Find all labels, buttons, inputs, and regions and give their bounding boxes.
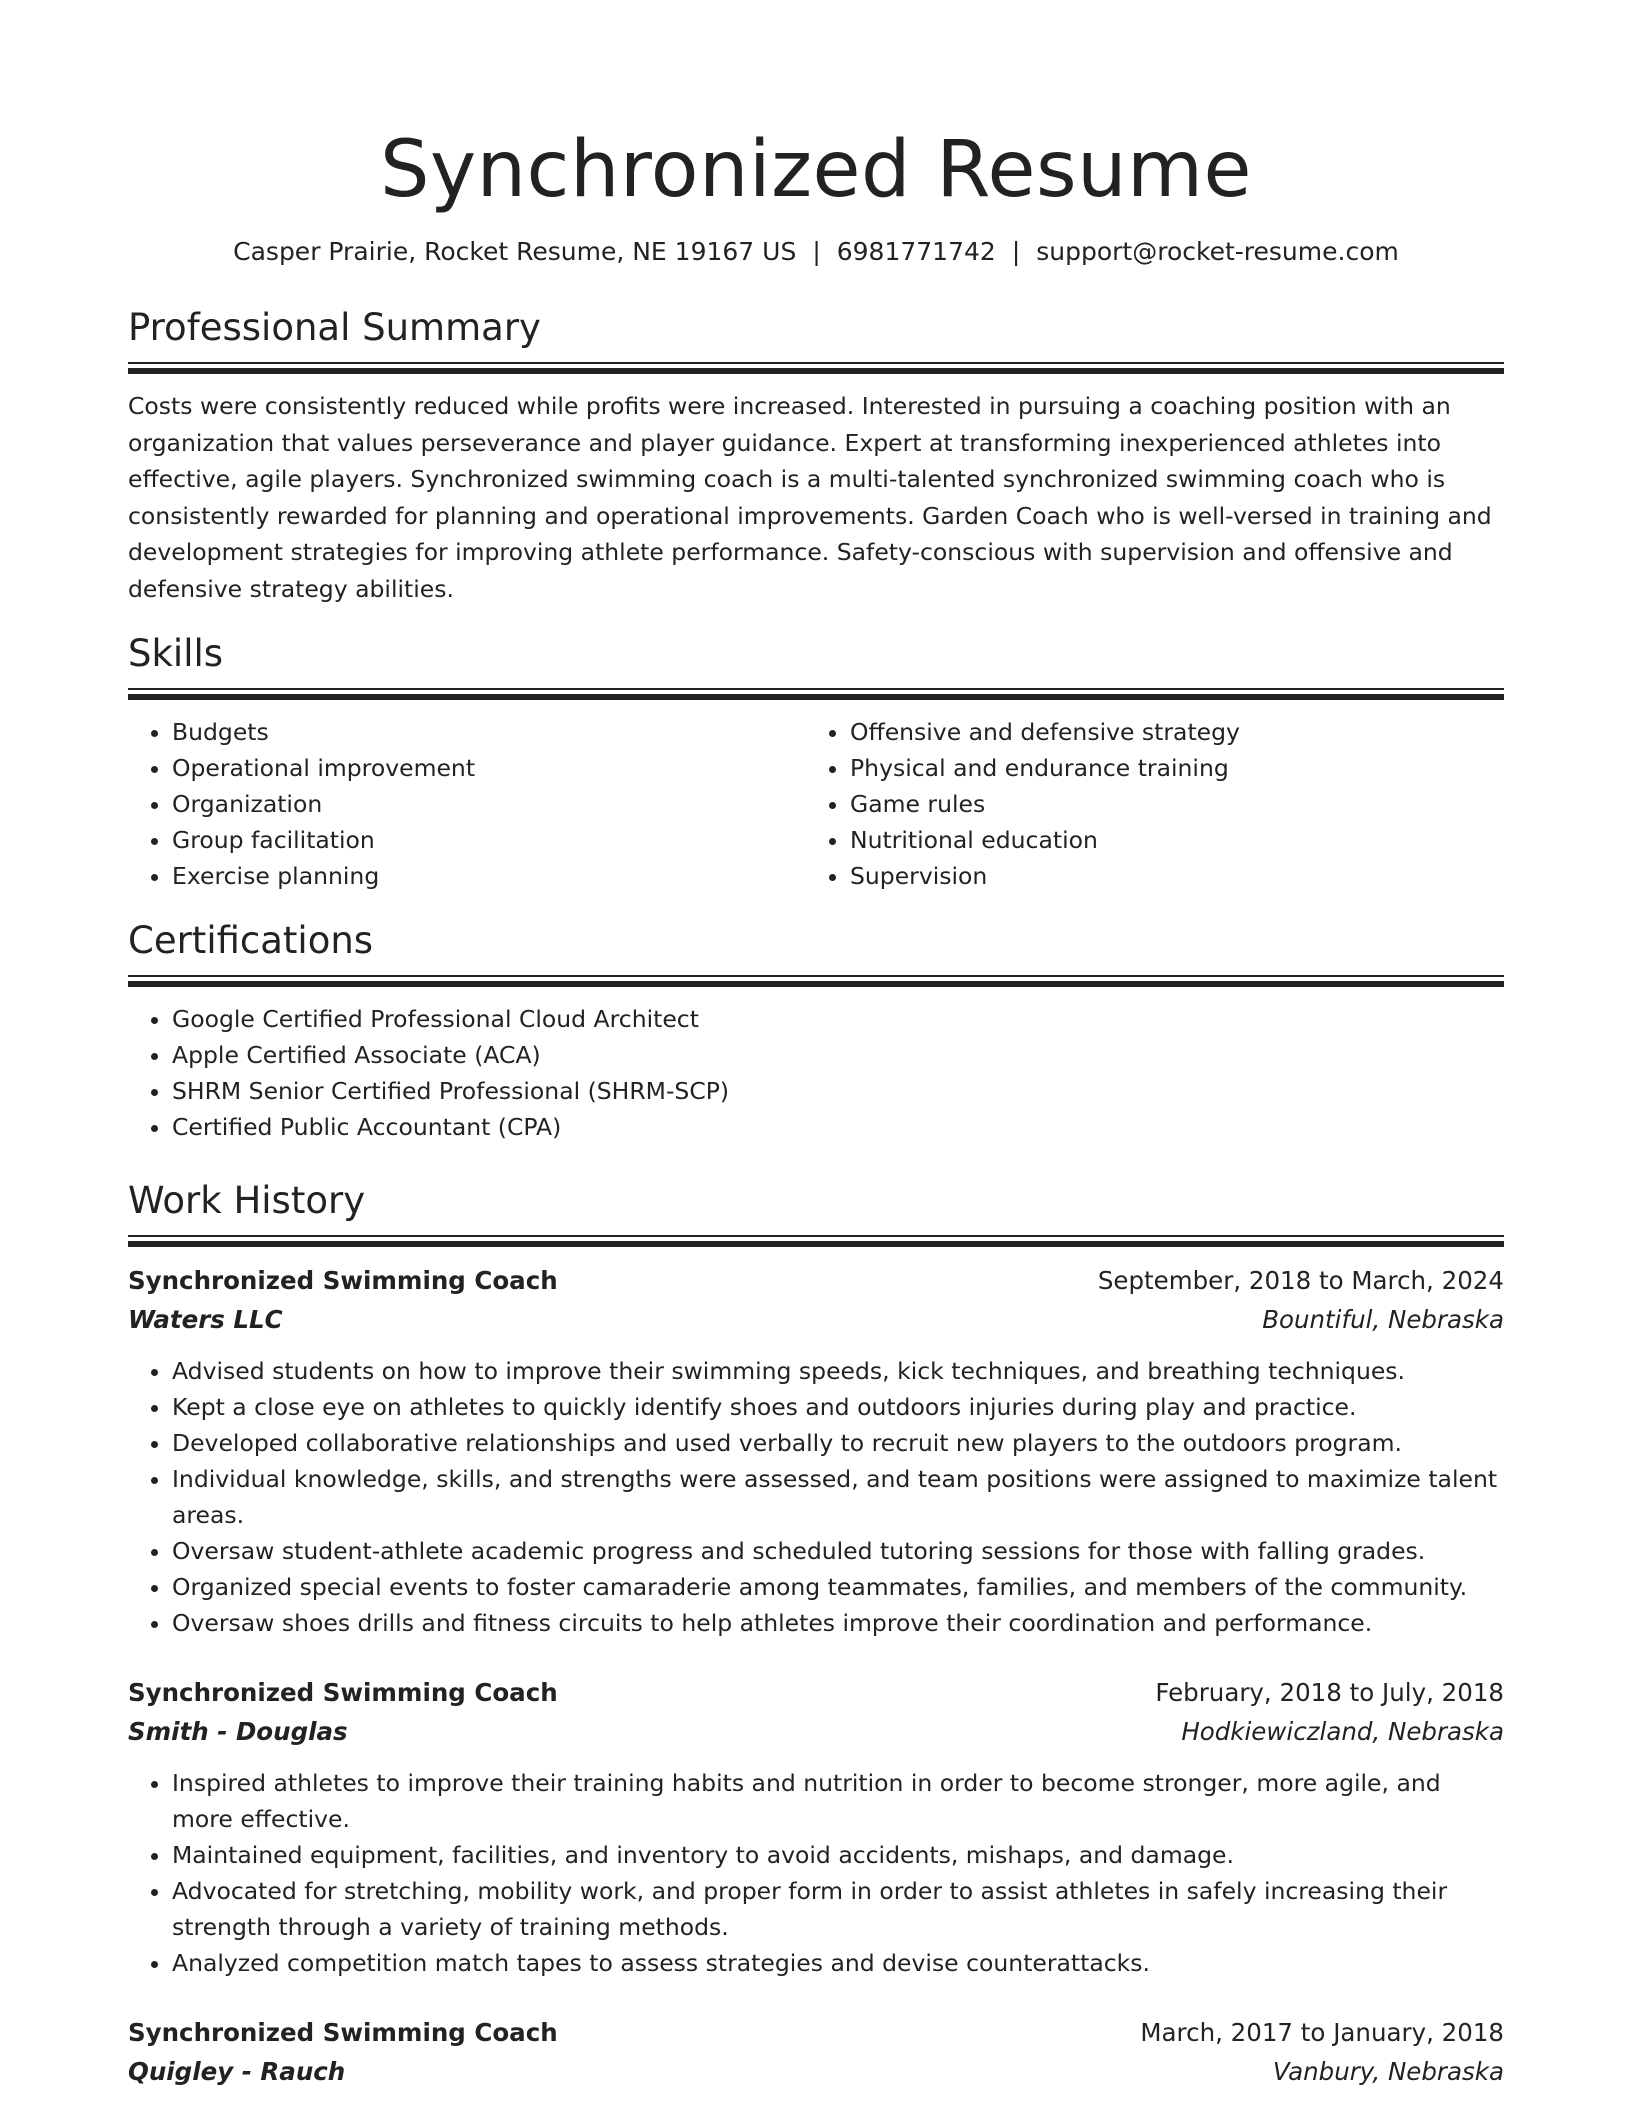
section-title-skills: Skills [128,632,224,675]
section-title-summary: Professional Summary [128,306,541,349]
summary-section [128,304,1504,607]
skill-item: • Organization [172,786,806,822]
job-title: Synchronized Swimming Coach [128,1678,558,1707]
job-location: Hodkiewiczland, Nebraska [1181,1717,1504,1746]
skill-item: • Offensive and defensive strategy [850,714,1484,750]
job-company: Smith - Douglas [128,1717,348,1746]
job-entry [128,1673,1504,1981]
job-dates: March, 2017 to January, 2018 [1140,2018,1504,2047]
certifications-section [128,917,1504,1145]
job-dates: September, 2018 to March, 2024 [1097,1266,1504,1295]
section-divider [128,362,1504,374]
job-entry [128,2013,1504,2091]
certification-item: • SHRM Senior Certified Professional (SHRM-SCP) [172,1073,1504,1109]
contact-email: support@rocket-resume.com [1036,237,1399,266]
job-bullet: • Oversaw shoes drills and fitness circuits to help athletes improve their coordination and performance. [172,1605,1504,1641]
skill-item: • Exercise planning [172,858,806,894]
job-header [128,2013,1504,2052]
job-location: Bountiful, Nebraska [1262,1305,1504,1334]
job-bullet: • Organized special events to foster camaraderie among teammates, families, and members of the community. [172,1569,1504,1605]
resume-page [128,0,1504,2091]
summary-text: Costs were consistently reduced while profits were increased. Interested in pursuing a coaching position with an organization that values perseverance and player guidance. Expert at transforming inexperienced athletes into effective, agile players. Synchronized swimming coach is a multi-talented synchronized swimming coach who is consistently rewarded for planning and operational improvements. Garden Coach who is well-versed in training and development strategies for improving athlete performance. Safety-conscious with supervision and offensive and defensive strategy abilities. [128,392,1492,603]
job-location: Vanbury, Nebraska [1272,2057,1504,2086]
skills-column-left [128,714,806,894]
skill-item: • Operational improvement [172,750,806,786]
section-title-work-history: Work History [128,1179,366,1222]
skill-item: • Nutritional education [850,822,1484,858]
job-bullets [128,1353,1504,1641]
resume-name: Synchronized Resume [379,125,1253,215]
skills-column-right [806,714,1484,894]
job-bullet: • Kept a close eye on athletes to quickly identify shoes and outdoors injuries during play and practice. [172,1389,1504,1425]
job-subheader [128,2052,1504,2091]
section-divider [128,688,1504,700]
skills-columns [128,714,1504,894]
contact-address: Casper Prairie, Rocket Resume, NE 19167 US [233,237,797,266]
contact-separator: | [812,237,821,266]
contact-separator: | [1011,237,1021,266]
skill-item: • Group facilitation [172,822,806,858]
skill-item: • Game rules [850,786,1484,822]
job-bullet: • Inspired athletes to improve their training habits and nutrition in order to become stronger, more agile, and more effective. [172,1765,1504,1837]
job-bullet: • Maintained equipment, facilities, and inventory to avoid accidents, mishaps, and damage. [172,1837,1504,1873]
skill-item: • Physical and endurance training [850,750,1484,786]
certification-item: • Apple Certified Associate (ACA) [172,1037,1504,1073]
job-bullet: • Individual knowledge, skills, and strengths were assessed, and team positions were assigned to maximize talent areas. [172,1461,1504,1533]
job-bullet: • Advocated for stretching, mobility work, and proper form in order to assist athletes in safely increasing their strength through a variety of training methods. [172,1873,1504,1945]
job-bullet: • Oversaw student-athlete academic progress and scheduled tutoring sessions for those with falling grades. [172,1533,1504,1569]
contact-phone: 6981771742 [836,237,996,266]
skill-item: • Budgets [172,714,806,750]
certification-item: • Certified Public Accountant (CPA) [172,1109,1504,1145]
section-divider [128,1235,1504,1247]
job-entry [128,1261,1504,1641]
job-dates: February, 2018 to July, 2018 [1155,1678,1504,1707]
job-bullets [128,1765,1504,1981]
job-company: Waters LLC [128,1305,283,1334]
skill-item: • Supervision [850,858,1484,894]
contact-line [128,234,1504,270]
certifications-list [128,1001,1504,1145]
job-subheader [128,1300,1504,1339]
job-bullet: • Analyzed competition match tapes to assess strategies and devise counterattacks. [172,1945,1504,1981]
job-bullet: • Developed collaborative relationships and used verbally to recruit new players to the outdoors program. [172,1425,1504,1461]
skills-section [128,630,1504,894]
job-header [128,1673,1504,1712]
section-title-certifications: Certifications [128,919,374,962]
job-title: Synchronized Swimming Coach [128,2018,558,2047]
job-title: Synchronized Swimming Coach [128,1266,558,1295]
job-header [128,1261,1504,1300]
job-subheader [128,1712,1504,1751]
certification-item: • Google Certified Professional Cloud Architect [172,1001,1504,1037]
section-divider [128,975,1504,987]
work-history-section [128,1177,1504,2091]
job-company: Quigley - Rauch [128,2057,346,2086]
job-bullet: • Advised students on how to improve their swimming speeds, kick techniques, and breathing techniques. [172,1353,1504,1389]
